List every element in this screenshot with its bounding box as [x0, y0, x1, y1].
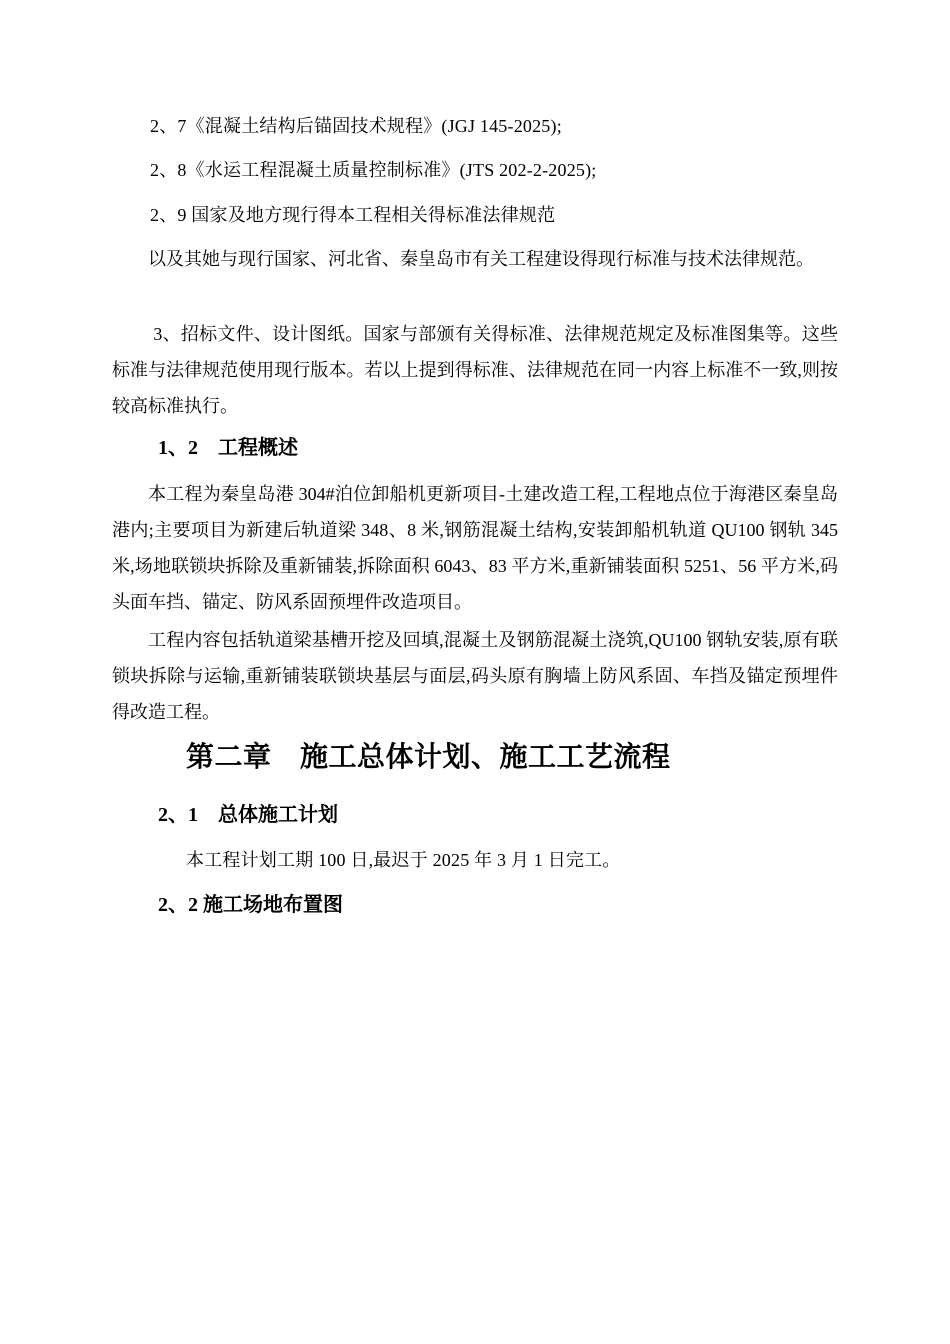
reference-item-2-7: 2、7《混凝土结构后锚固技术规程》(JGJ 145-2025); — [150, 116, 562, 136]
chapter-title: 第二章 施工总体计划、施工工艺流程 — [186, 742, 671, 773]
paragraph-tender-documents: 3、招标文件、设计图纸。国家与部颁有关得标准、法律规范规定及标准图集等。这些标准与法律规范使用现行版本。若以上提到得标准、法律规范在同一内容上标准不一致,则按较高标准执行。 — [112, 324, 838, 416]
section-heading-2-1: 2、1 总体施工计划 — [158, 804, 338, 826]
paragraph-project-scope: 工程内容包括轨道梁基槽开挖及回填,混凝土及钢筋混凝土浇筑,QU100 钢轨安装,原有联锁块拆除与运输,重新铺装联锁块基层与面层,码头原有胸墙上防风系固、车挡及锚定预埋件得改造工程。 — [112, 630, 838, 722]
paragraph-other-standards: 以及其她与现行国家、河北省、秦皇岛市有关工程建设得现行标准与技术法律规范。 — [148, 249, 814, 269]
paragraph-project-overview: 本工程为秦皇岛港 304#泊位卸船机更新项目-土建改造工程,工程地点位于海港区秦皇岛港内;主要项目为新建后轨道梁 348、8 米,钢筋混凝土结构,安装卸船机轨道 QU100 钢轨 345 米,场地联锁块拆除及重新铺装,拆除面积 6043、83 平方米,重新铺装面积 5251、56 平方米,码头面车挡、锚定、防风系固预埋件改造项目。 — [112, 484, 838, 612]
reference-item-2-8: 2、8《水运工程混凝土质量控制标准》(JTS 202-2-2025); — [150, 160, 597, 180]
paragraph-schedule: 本工程计划工期 100 日,最迟于 2025 年 3 月 1 日完工。 — [186, 850, 621, 870]
reference-item-2-9: 2、9 国家及地方现行得本工程相关得标准法律规范 — [150, 205, 556, 225]
section-heading-1-2: 1、2 工程概述 — [158, 437, 298, 459]
section-heading-2-2: 2、2 施工场地布置图 — [158, 894, 343, 916]
